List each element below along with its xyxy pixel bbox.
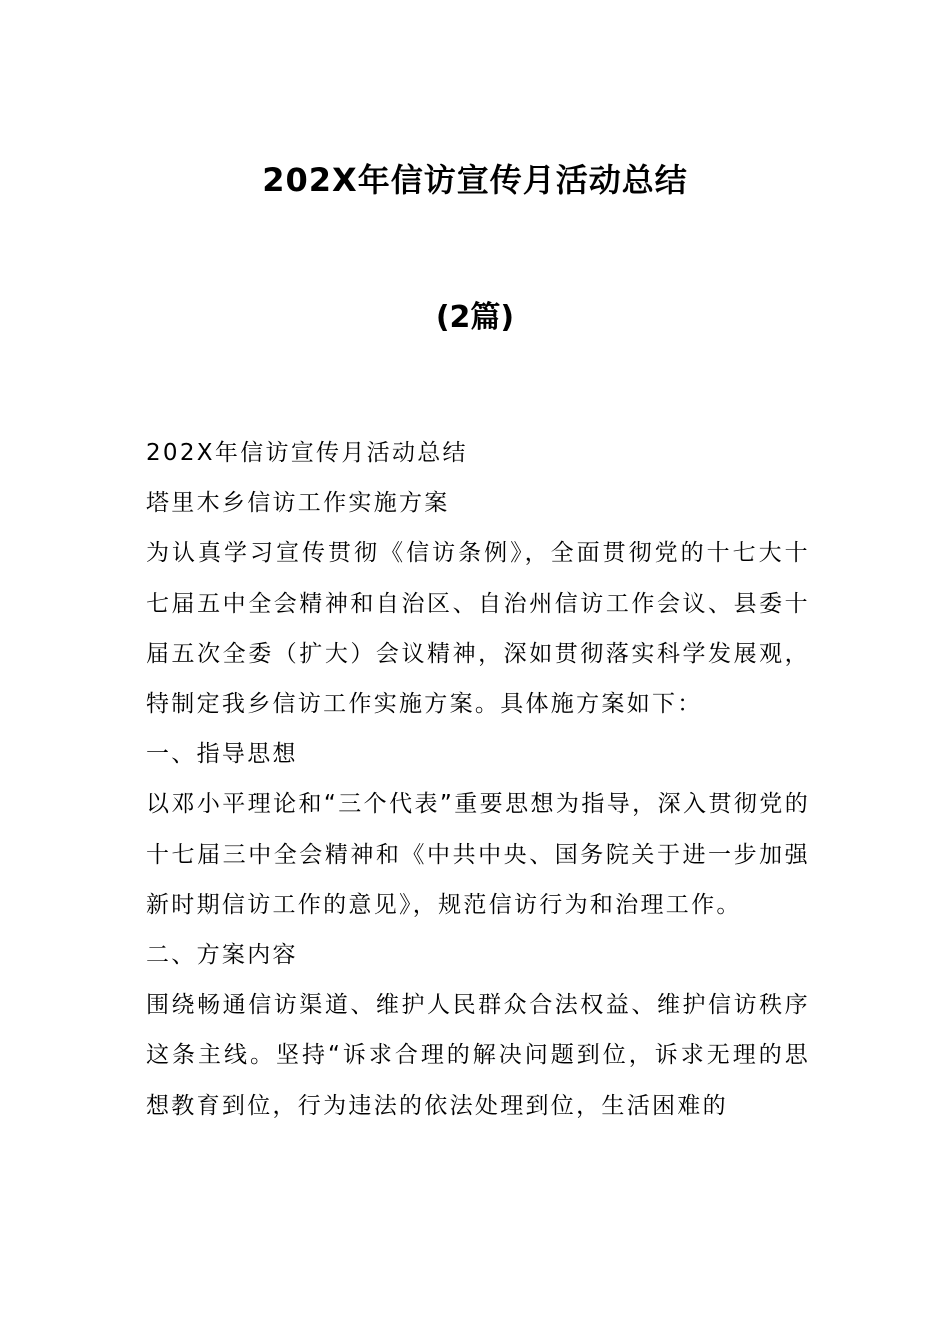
paragraph-plan-title: 塔里木乡信访工作实施方案	[146, 490, 450, 517]
paragraph-guiding-thought: 以邓小平理论和“三个代表”重要思想为指导，深入贯彻党的十七届三中全会精神和《中共中央、国务院关于进一步加强新时期信访工作的意见》，规范信访行为和治理工作。	[146, 791, 810, 918]
paragraph-plan-content: 围绕畅通信访渠道、维护人民群众合法权益、维护信访秩序这条主线。坚持“诉求合理的解决问题到位，诉求无理的思想教育到位，行为违法的依法处理到位，生活困难的	[146, 992, 810, 1119]
paragraph-repeat-title: 202X年信访宣传月活动总结	[146, 440, 468, 466]
section-heading-plan-content: 二、方案内容	[146, 942, 298, 969]
document-subtitle: (2篇)	[435, 300, 515, 335]
section-heading-guiding-thought: 一、指导思想	[146, 741, 298, 768]
document-title: 202X年信访宣传月活动总结	[262, 161, 688, 199]
paragraph-intro: 为认真学习宣传贯彻《信访条例》，全面贯彻党的十七大十七届五中全会精神和自治区、自治州信访工作会议、县委十届五次全委（扩大）会议精神，深如贯彻落实科学发展观，特制定我乡信访工作实施方案。具体施方案如下：	[146, 540, 810, 718]
document-body	[146, 428, 810, 1131]
